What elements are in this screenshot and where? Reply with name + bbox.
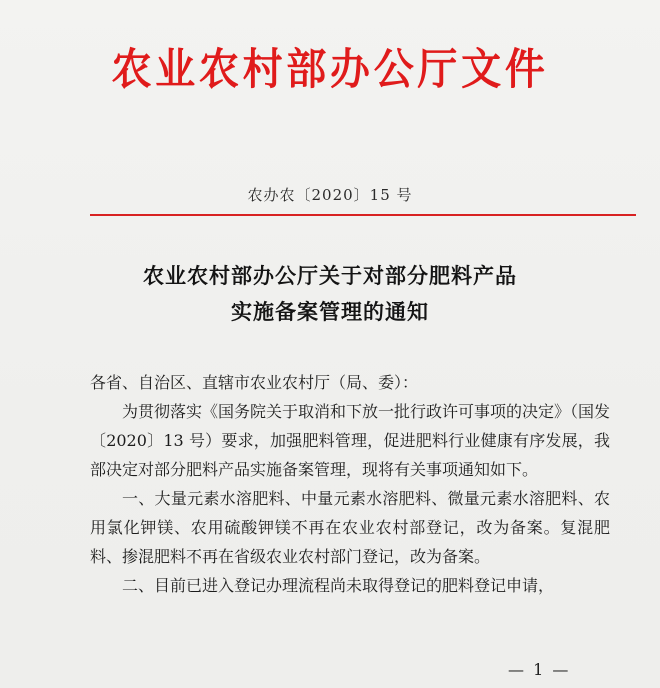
paragraph-item-1: 一、大量元素水溶肥料、中量元素水溶肥料、微量元素水溶肥料、农用氯化钾镁、农用硫酸钾镁不再在农业农村部登记，改为备案。复混肥料、掺混肥料不再在省级农业农村部门登记，改为备案。 bbox=[90, 489, 610, 566]
paragraph-item-2: 二、目前已进入登记办理流程尚未取得登记的肥料登记申请， bbox=[122, 576, 555, 595]
page-number: — 1 — bbox=[508, 660, 571, 679]
salutation: 各省、自治区、直辖市农业农村厅（局、委）： bbox=[90, 373, 419, 392]
paragraph-intro: 为贯彻落实《国务院关于取消和下放一批行政许可事项的决定》（国发〔2020〕13 号）要求，加强肥料管理，促进肥料行业健康有序发展，我部决定对部分肥料产品实施备案管理，现将有关事项通知如下。 bbox=[90, 402, 611, 479]
document-number: 农办农〔2020〕15 号 bbox=[247, 186, 413, 204]
title-line-1: 农业农村部办公厅关于对部分肥料产品 bbox=[143, 263, 517, 288]
title-line-2: 实施备案管理的通知 bbox=[231, 299, 429, 324]
document-body bbox=[90, 368, 610, 600]
document-title bbox=[0, 258, 660, 330]
document-masthead: 农业农村部办公厅文件 bbox=[111, 45, 549, 95]
red-separator-line bbox=[90, 214, 636, 216]
